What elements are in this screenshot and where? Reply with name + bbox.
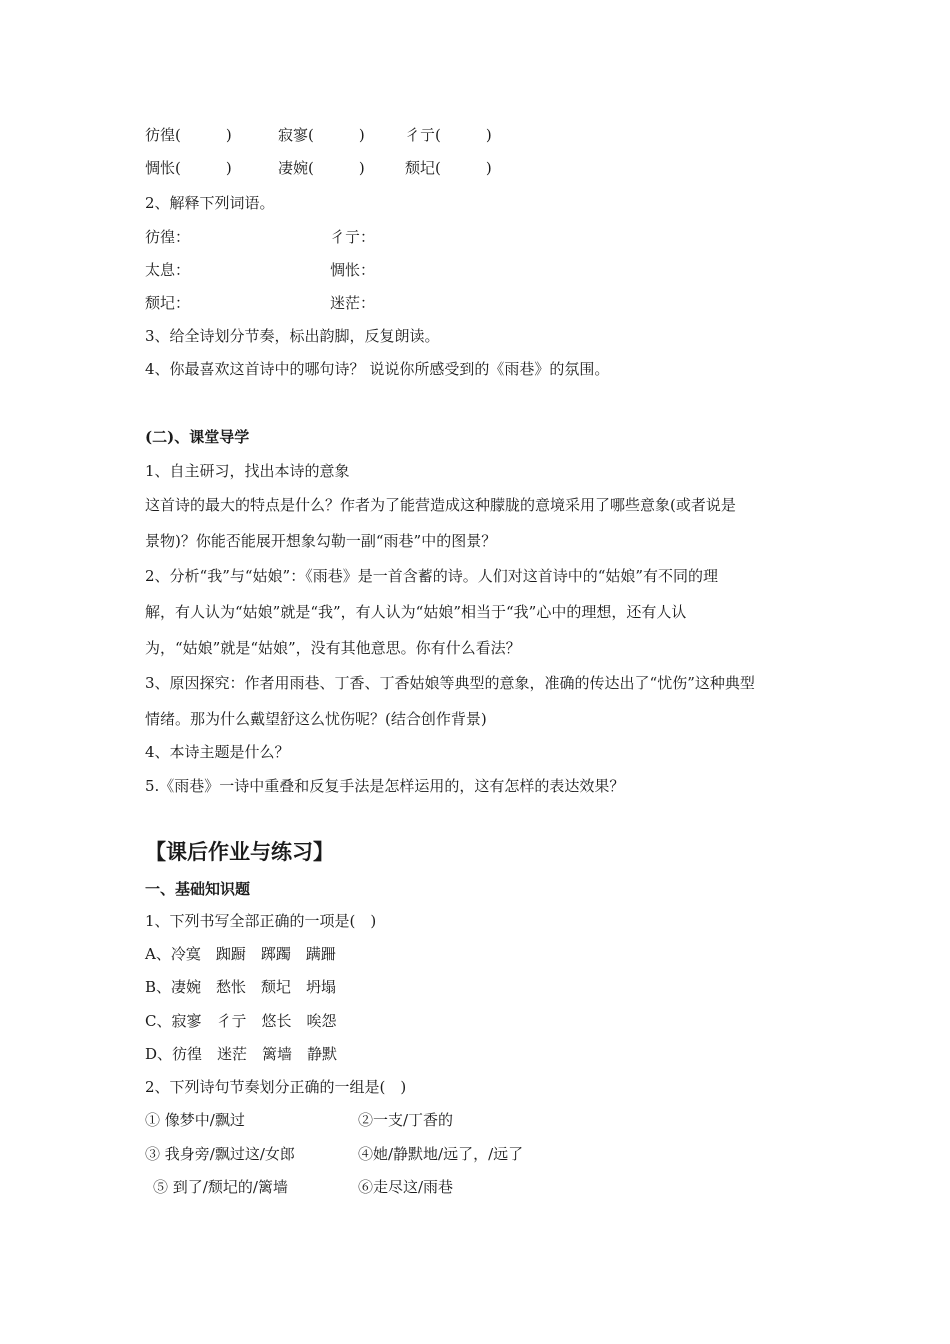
rhythm-item: ⑤ 到了/颓圮的/篱墙 bbox=[153, 1178, 288, 1196]
rhythm-item: ⑥走尽这/雨巷 bbox=[358, 1178, 454, 1196]
option-item: B、凄婉 愁怅 颓圮 坍塌 bbox=[145, 978, 337, 996]
term-item: 太息： bbox=[145, 261, 191, 279]
option-item: D、彷徨 迷茫 篱墙 静默 bbox=[145, 1045, 338, 1063]
rhythm-item: ④她/静默地/远了，/远了 bbox=[358, 1145, 524, 1163]
question-3: 3、给全诗划分节奏，标出韵脚，反复朗读。 bbox=[145, 327, 440, 345]
question-2-title: 2、解释下列词语。 bbox=[145, 194, 275, 212]
paragraph-line: 为，“姑娘”就是“姑娘”，没有其他意思。你有什么看法？ bbox=[145, 639, 521, 657]
option-item: C、寂寥 彳亍 悠长 唉怨 bbox=[145, 1012, 337, 1030]
term-item: 惆怅： bbox=[330, 261, 376, 279]
classroom-q1-title: 1、自主研习，找出本诗的意象 bbox=[145, 462, 350, 480]
term-item: 迷茫： bbox=[330, 294, 376, 312]
pinyin-item: 寂寥( ) bbox=[278, 126, 365, 144]
rhythm-item: ① 像梦中/飘过 bbox=[145, 1111, 245, 1129]
homework-heading: 【课后作业与练习】 bbox=[145, 839, 334, 864]
rhythm-item: ③ 我身旁/飘过这/女郎 bbox=[145, 1145, 295, 1163]
paragraph-line: 景物)？你能否能展开想象勾勒一副“雨巷”中的图景？ bbox=[145, 532, 497, 550]
rhythm-item: ②一支/丁香的 bbox=[358, 1111, 454, 1129]
paragraph-line: 解，有人认为“姑娘”就是“我”，有人认为“姑娘”相当于“我”心中的理想，还有人认 bbox=[145, 603, 687, 621]
pinyin-item: 彷徨( ) bbox=[145, 126, 232, 144]
homework-q1: 1、下列书写全部正确的一项是( ) bbox=[145, 912, 377, 930]
term-item: 彷徨： bbox=[145, 228, 191, 246]
classroom-q5: 5.《雨巷》一诗中重叠和反复手法是怎样运用的，这有怎样的表达效果？ bbox=[145, 777, 625, 795]
pinyin-item: 颓圮( ) bbox=[405, 159, 492, 177]
paragraph-line: 情绪。那为什么戴望舒这么忧伤呢？(结合创作背景) bbox=[145, 710, 487, 728]
option-item: A、冷寞 踟蹰 踯躅 蹒跚 bbox=[145, 945, 336, 963]
term-item: 彳亍： bbox=[330, 228, 376, 246]
question-4: 4、你最喜欢这首诗中的哪句诗？ 说说你所感受到的《雨巷》的氛围。 bbox=[145, 360, 610, 378]
section-title: (二)、课堂导学 bbox=[145, 428, 250, 446]
paragraph-line: 这首诗的最大的特点是什么？作者为了能营造成这种朦胧的意境采用了哪些意象(或者说是 bbox=[145, 496, 736, 514]
classroom-q4: 4、本诗主题是什么？ bbox=[145, 743, 290, 761]
pinyin-item: 惆怅( ) bbox=[145, 159, 232, 177]
paragraph-line: 2、分析“我”与“姑娘”：《雨巷》是一首含蓄的诗。人们对这首诗中的“姑娘”有不同的理 bbox=[145, 567, 719, 585]
pinyin-item: 凄婉( ) bbox=[278, 159, 365, 177]
paragraph-line: 3、原因探究：作者用雨巷、丁香、丁香姑娘等典型的意象，准确的传达出了“忧伤”这种典型 bbox=[145, 674, 755, 692]
subsection-title: 一、基础知识题 bbox=[145, 880, 251, 898]
homework-q2: 2、下列诗句节奏划分正确的一组是( ) bbox=[145, 1078, 407, 1096]
term-item: 颓圮： bbox=[145, 294, 191, 312]
pinyin-item: 彳亍( ) bbox=[405, 126, 492, 144]
